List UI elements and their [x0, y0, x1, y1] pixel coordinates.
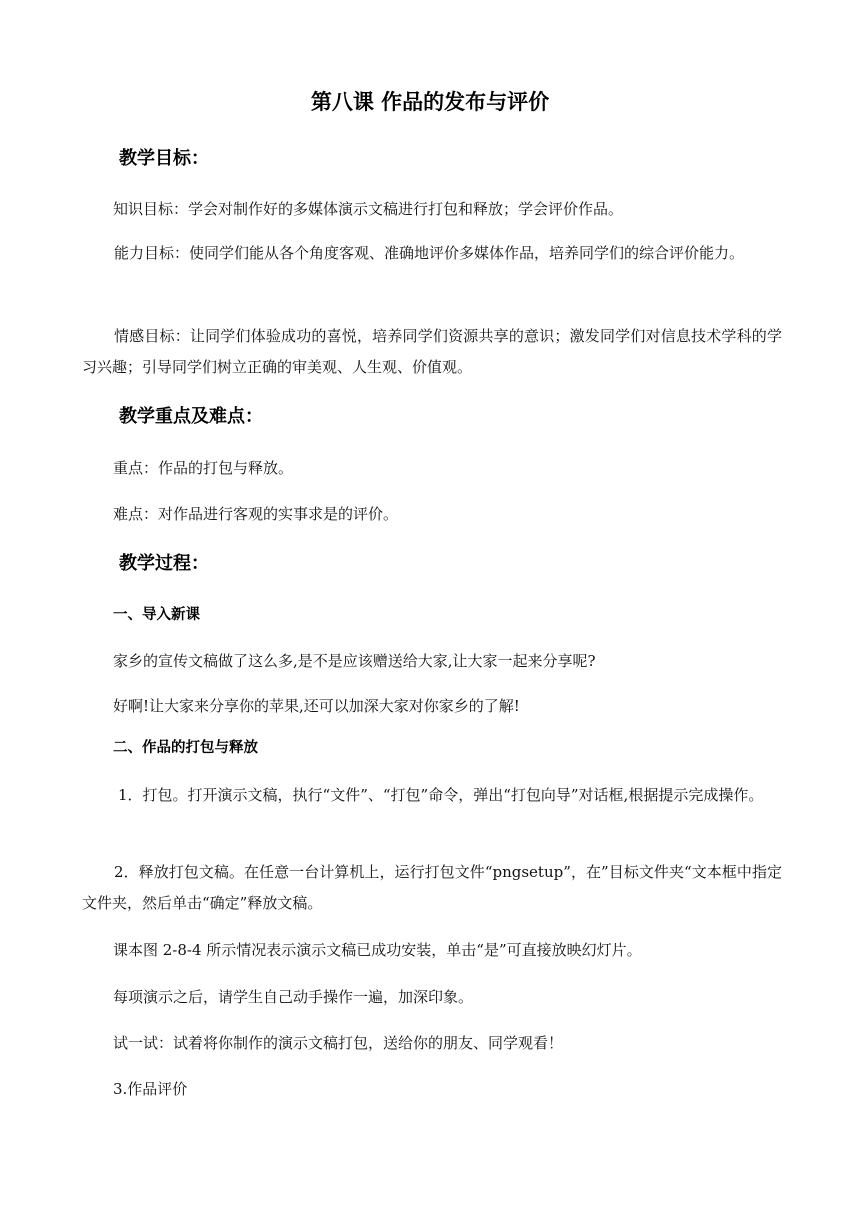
- body-paragraph: 每项演示之后，请学生自己动手操作一遍，加深印象。: [113, 988, 474, 1006]
- intro-paragraph: 家乡的宣传文稿做了这么多,是不是应该赠送给大家,让大家一起来分享呢?: [113, 652, 596, 670]
- page-title: 第八课 作品的发布与评价: [310, 90, 550, 114]
- step-packaging: 1．打包。打开演示文稿，执行“文件”、“打包”命令，弹出“打包向导”对话框,根据提示完成操作。: [118, 786, 764, 804]
- ability-objective: 能力目标：使同学们能从各个角度客观、准确地评价多媒体作品，培养同学们的综合评价能力。: [114, 244, 745, 262]
- step-release: 2．释放打包文稿。在任意一台计算机上，运行打包文件“pngsetup”，在”目标文件夹“文本框中指定文件夹，然后单击“确定”释放文稿。: [82, 863, 782, 912]
- step-evaluation: 3.作品评价: [113, 1080, 188, 1098]
- process-heading: 教学过程：: [119, 553, 209, 574]
- key-point: 重点：作品的打包与释放。: [113, 459, 294, 477]
- try-it-paragraph: 试一试：试着将你制作的演示文稿打包，送给你的朋友、同学观看！: [113, 1034, 564, 1052]
- intro-paragraph: 好啊!让大家来分享你的苹果,还可以加深大家对你家乡的了解!: [113, 697, 520, 715]
- emotion-objective: 情感目标：让同学们体验成功的喜悦，培养同学们资源共享的意识；激发同学们对信息技术学科的学习兴趣；引导同学们树立正确的审美观、人生观、价值观。: [82, 327, 782, 376]
- knowledge-objective: 知识目标：学会对制作好的多媒体演示文稿进行打包和释放；学会评价作品。: [113, 200, 624, 218]
- difficulty-point: 难点：对作品进行客观的实事求是的评价。: [113, 505, 399, 523]
- body-paragraph: 课本图 2-8-4 所示情况表示演示文稿已成功安装，单击“是”可直接放映幻灯片。: [113, 941, 642, 959]
- key-points-heading: 教学重点及难点：: [119, 406, 263, 427]
- section-heading-intro: 一、导入新课: [113, 607, 200, 623]
- section-heading-packaging: 二、作品的打包与释放: [113, 740, 258, 756]
- objectives-heading: 教学目标：: [119, 148, 209, 169]
